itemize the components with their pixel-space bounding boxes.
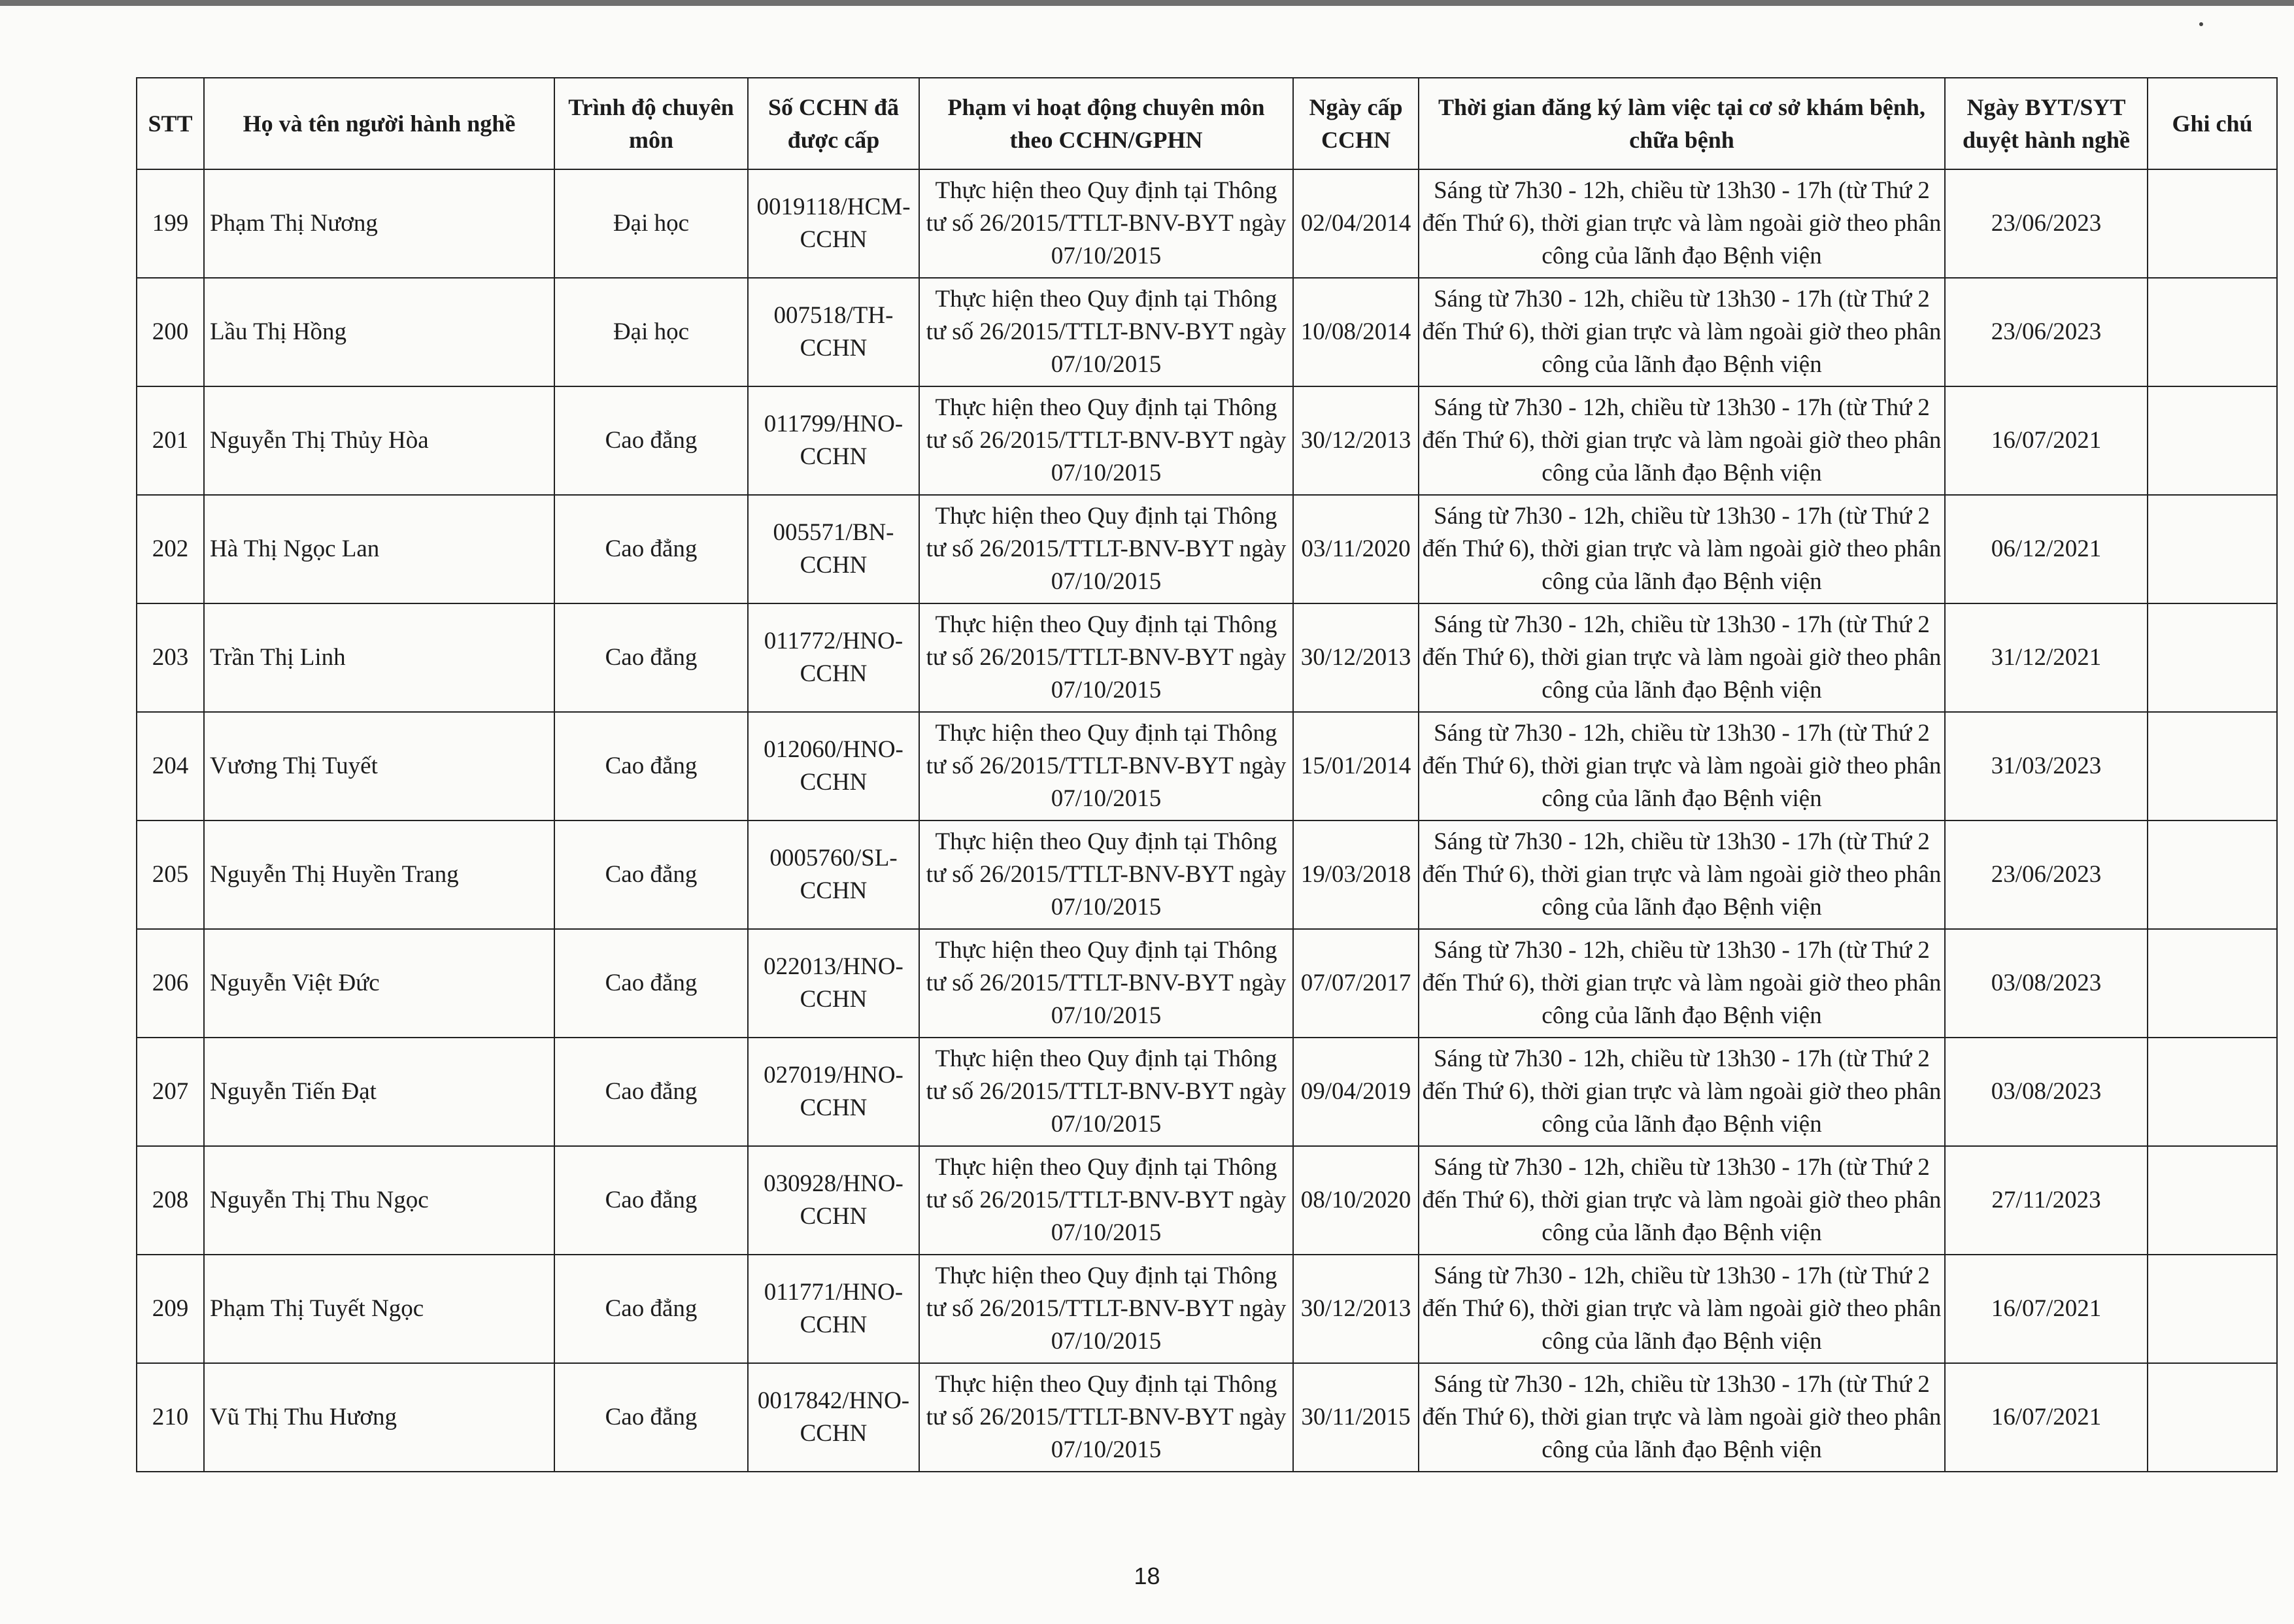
cell-approved-date: 16/07/2021 [1945, 1363, 2148, 1472]
cell-approved-date: 16/07/2021 [1945, 1255, 2148, 1363]
cell-stt: 204 [137, 712, 204, 820]
cell-issued-date: 08/10/2020 [1293, 1146, 1419, 1255]
cell-cchn: 011799/HNO-CCHN [748, 386, 919, 495]
cell-work-time: Sáng từ 7h30 - 12h, chiều từ 13h30 - 17h (từ Thứ 2 đến Thứ 6), thời gian trực và làm ngoài giờ theo phân công của lãnh đạo Bệnh viện [1419, 1363, 1945, 1472]
cell-scope: Thực hiện theo Quy định tại Thông tư số 26/2015/TTLT-BNV-BYT ngày 07/10/2015 [919, 1146, 1293, 1255]
cell-approved-date: 06/12/2021 [1945, 495, 2148, 603]
cell-level: Cao đẳng [554, 820, 748, 929]
cell-name: Lầu Thị Hồng [204, 278, 554, 386]
cell-issued-date: 30/12/2013 [1293, 603, 1419, 712]
header-note: Ghi chú [2148, 78, 2277, 169]
cell-cchn: 030928/HNO-CCHN [748, 1146, 919, 1255]
cell-scope: Thực hiện theo Quy định tại Thông tư số 26/2015/TTLT-BNV-BYT ngày 07/10/2015 [919, 1038, 1293, 1146]
cell-note [2148, 929, 2277, 1038]
cell-cchn: 007518/TH-CCHN [748, 278, 919, 386]
cell-scope: Thực hiện theo Quy định tại Thông tư số 26/2015/TTLT-BNV-BYT ngày 07/10/2015 [919, 603, 1293, 712]
cell-cchn: 011771/HNO-CCHN [748, 1255, 919, 1363]
cell-work-time: Sáng từ 7h30 - 12h, chiều từ 13h30 - 17h (từ Thứ 2 đến Thứ 6), thời gian trực và làm ngoài giờ theo phân công của lãnh đạo Bệnh viện [1419, 712, 1945, 820]
cell-cchn: 022013/HNO-CCHN [748, 929, 919, 1038]
table-row [137, 495, 2277, 603]
cell-issued-date: 10/08/2014 [1293, 278, 1419, 386]
cell-issued-date: 03/11/2020 [1293, 495, 1419, 603]
cell-work-time: Sáng từ 7h30 - 12h, chiều từ 13h30 - 17h (từ Thứ 2 đến Thứ 6), thời gian trực và làm ngoài giờ theo phân công của lãnh đạo Bệnh viện [1419, 1255, 1945, 1363]
cell-work-time: Sáng từ 7h30 - 12h, chiều từ 13h30 - 17h (từ Thứ 2 đến Thứ 6), thời gian trực và làm ngoài giờ theo phân công của lãnh đạo Bệnh viện [1419, 1146, 1945, 1255]
cell-name: Nguyễn Việt Đức [204, 929, 554, 1038]
cell-note [2148, 820, 2277, 929]
table-row [137, 1255, 2277, 1363]
header-cchn: Số CCHN đã được cấp [748, 78, 919, 169]
header-stt: STT [137, 78, 204, 169]
cell-level: Cao đẳng [554, 1038, 748, 1146]
cell-note [2148, 386, 2277, 495]
cell-note [2148, 712, 2277, 820]
cell-name: Nguyễn Tiến Đạt [204, 1038, 554, 1146]
header-level: Trình độ chuyên môn [554, 78, 748, 169]
cell-stt: 205 [137, 820, 204, 929]
table-row [137, 1038, 2277, 1146]
cell-scope: Thực hiện theo Quy định tại Thông tư số 26/2015/TTLT-BNV-BYT ngày 07/10/2015 [919, 929, 1293, 1038]
cell-approved-date: 23/06/2023 [1945, 278, 2148, 386]
cell-stt: 199 [137, 169, 204, 278]
practitioner-table [136, 77, 2278, 1472]
cell-cchn: 012060/HNO-CCHN [748, 712, 919, 820]
cell-cchn: 0017842/HNO-CCHN [748, 1363, 919, 1472]
header-approved-date: Ngày BYT/SYT duyệt hành nghề [1945, 78, 2148, 169]
table-row [137, 820, 2277, 929]
cell-scope: Thực hiện theo Quy định tại Thông tư số 26/2015/TTLT-BNV-BYT ngày 07/10/2015 [919, 820, 1293, 929]
cell-work-time: Sáng từ 7h30 - 12h, chiều từ 13h30 - 17h (từ Thứ 2 đến Thứ 6), thời gian trực và làm ngoài giờ theo phân công của lãnh đạo Bệnh viện [1419, 603, 1945, 712]
cell-level: Cao đẳng [554, 1255, 748, 1363]
cell-name: Nguyễn Thị Thủy Hòa [204, 386, 554, 495]
table-row [137, 712, 2277, 820]
cell-level: Cao đẳng [554, 712, 748, 820]
cell-work-time: Sáng từ 7h30 - 12h, chiều từ 13h30 - 17h (từ Thứ 2 đến Thứ 6), thời gian trực và làm ngoài giờ theo phân công của lãnh đạo Bệnh viện [1419, 1038, 1945, 1146]
cell-stt: 208 [137, 1146, 204, 1255]
cell-scope: Thực hiện theo Quy định tại Thông tư số 26/2015/TTLT-BNV-BYT ngày 07/10/2015 [919, 386, 1293, 495]
cell-approved-date: 03/08/2023 [1945, 929, 2148, 1038]
cell-stt: 200 [137, 278, 204, 386]
cell-stt: 203 [137, 603, 204, 712]
practitioner-table-container [136, 77, 2276, 1472]
cell-cchn: 0019118/HCM-CCHN [748, 169, 919, 278]
table-header-row [137, 78, 2277, 169]
page-top-edge [0, 0, 2294, 6]
cell-stt: 202 [137, 495, 204, 603]
cell-approved-date: 31/12/2021 [1945, 603, 2148, 712]
cell-note [2148, 169, 2277, 278]
cell-stt: 207 [137, 1038, 204, 1146]
cell-cchn: 027019/HNO-CCHN [748, 1038, 919, 1146]
cell-level: Đại học [554, 169, 748, 278]
cell-level: Cao đẳng [554, 929, 748, 1038]
cell-work-time: Sáng từ 7h30 - 12h, chiều từ 13h30 - 17h (từ Thứ 2 đến Thứ 6), thời gian trực và làm ngoài giờ theo phân công của lãnh đạo Bệnh viện [1419, 929, 1945, 1038]
cell-issued-date: 30/11/2015 [1293, 1363, 1419, 1472]
cell-scope: Thực hiện theo Quy định tại Thông tư số 26/2015/TTLT-BNV-BYT ngày 07/10/2015 [919, 1255, 1293, 1363]
cell-work-time: Sáng từ 7h30 - 12h, chiều từ 13h30 - 17h (từ Thứ 2 đến Thứ 6), thời gian trực và làm ngoài giờ theo phân công của lãnh đạo Bệnh viện [1419, 820, 1945, 929]
cell-approved-date: 23/06/2023 [1945, 820, 2148, 929]
cell-level: Cao đẳng [554, 1146, 748, 1255]
cell-scope: Thực hiện theo Quy định tại Thông tư số 26/2015/TTLT-BNV-BYT ngày 07/10/2015 [919, 495, 1293, 603]
cell-work-time: Sáng từ 7h30 - 12h, chiều từ 13h30 - 17h (từ Thứ 2 đến Thứ 6), thời gian trực và làm ngoài giờ theo phân công của lãnh đạo Bệnh viện [1419, 386, 1945, 495]
cell-name: Phạm Thị Tuyết Ngọc [204, 1255, 554, 1363]
cell-note [2148, 495, 2277, 603]
cell-name: Vương Thị Tuyết [204, 712, 554, 820]
table-row [137, 603, 2277, 712]
table-row [137, 169, 2277, 278]
cell-level: Cao đẳng [554, 386, 748, 495]
table-row [137, 386, 2277, 495]
cell-cchn: 011772/HNO-CCHN [748, 603, 919, 712]
cell-note [2148, 1363, 2277, 1472]
cell-issued-date: 30/12/2013 [1293, 1255, 1419, 1363]
cell-name: Hà Thị Ngọc Lan [204, 495, 554, 603]
cell-issued-date: 15/01/2014 [1293, 712, 1419, 820]
cell-name: Vũ Thị Thu Hương [204, 1363, 554, 1472]
cell-cchn: 0005760/SL-CCHN [748, 820, 919, 929]
cell-issued-date: 30/12/2013 [1293, 386, 1419, 495]
cell-level: Đại học [554, 278, 748, 386]
cell-note [2148, 1146, 2277, 1255]
table-row [137, 278, 2277, 386]
cell-approved-date: 23/06/2023 [1945, 169, 2148, 278]
cell-scope: Thực hiện theo Quy định tại Thông tư số 26/2015/TTLT-BNV-BYT ngày 07/10/2015 [919, 169, 1293, 278]
cell-cchn: 005571/BN-CCHN [748, 495, 919, 603]
cell-level: Cao đẳng [554, 495, 748, 603]
cell-scope: Thực hiện theo Quy định tại Thông tư số 26/2015/TTLT-BNV-BYT ngày 07/10/2015 [919, 1363, 1293, 1472]
cell-issued-date: 07/07/2017 [1293, 929, 1419, 1038]
cell-stt: 210 [137, 1363, 204, 1472]
cell-issued-date: 19/03/2018 [1293, 820, 1419, 929]
cell-work-time: Sáng từ 7h30 - 12h, chiều từ 13h30 - 17h (từ Thứ 2 đến Thứ 6), thời gian trực và làm ngoài giờ theo phân công của lãnh đạo Bệnh viện [1419, 169, 1945, 278]
cell-scope: Thực hiện theo Quy định tại Thông tư số 26/2015/TTLT-BNV-BYT ngày 07/10/2015 [919, 712, 1293, 820]
table-row [137, 1363, 2277, 1472]
cell-approved-date: 27/11/2023 [1945, 1146, 2148, 1255]
cell-issued-date: 02/04/2014 [1293, 169, 1419, 278]
cell-stt: 209 [137, 1255, 204, 1363]
cell-work-time: Sáng từ 7h30 - 12h, chiều từ 13h30 - 17h (từ Thứ 2 đến Thứ 6), thời gian trực và làm ngoài giờ theo phân công của lãnh đạo Bệnh viện [1419, 495, 1945, 603]
page-number: 18 [1134, 1563, 1160, 1589]
scan-speck [2199, 22, 2203, 26]
cell-note [2148, 1255, 2277, 1363]
cell-level: Cao đẳng [554, 603, 748, 712]
header-issued-date: Ngày cấp CCHN [1293, 78, 1419, 169]
cell-name: Nguyễn Thị Thu Ngọc [204, 1146, 554, 1255]
cell-work-time: Sáng từ 7h30 - 12h, chiều từ 13h30 - 17h (từ Thứ 2 đến Thứ 6), thời gian trực và làm ngoài giờ theo phân công của lãnh đạo Bệnh viện [1419, 278, 1945, 386]
cell-name: Trần Thị Linh [204, 603, 554, 712]
cell-approved-date: 03/08/2023 [1945, 1038, 2148, 1146]
cell-issued-date: 09/04/2019 [1293, 1038, 1419, 1146]
table-row [137, 1146, 2277, 1255]
cell-stt: 201 [137, 386, 204, 495]
cell-approved-date: 16/07/2021 [1945, 386, 2148, 495]
cell-level: Cao đẳng [554, 1363, 748, 1472]
cell-name: Phạm Thị Nương [204, 169, 554, 278]
cell-name: Nguyễn Thị Huyền Trang [204, 820, 554, 929]
table-body [137, 169, 2277, 1472]
cell-note [2148, 1038, 2277, 1146]
table-row [137, 929, 2277, 1038]
header-name: Họ và tên người hành nghề [204, 78, 554, 169]
cell-note [2148, 603, 2277, 712]
cell-stt: 206 [137, 929, 204, 1038]
cell-scope: Thực hiện theo Quy định tại Thông tư số 26/2015/TTLT-BNV-BYT ngày 07/10/2015 [919, 278, 1293, 386]
cell-approved-date: 31/03/2023 [1945, 712, 2148, 820]
header-scope: Phạm vi hoạt động chuyên môn theo CCHN/GPHN [919, 78, 1293, 169]
header-work-time: Thời gian đăng ký làm việc tại cơ sở khám bệnh, chữa bệnh [1419, 78, 1945, 169]
cell-note [2148, 278, 2277, 386]
